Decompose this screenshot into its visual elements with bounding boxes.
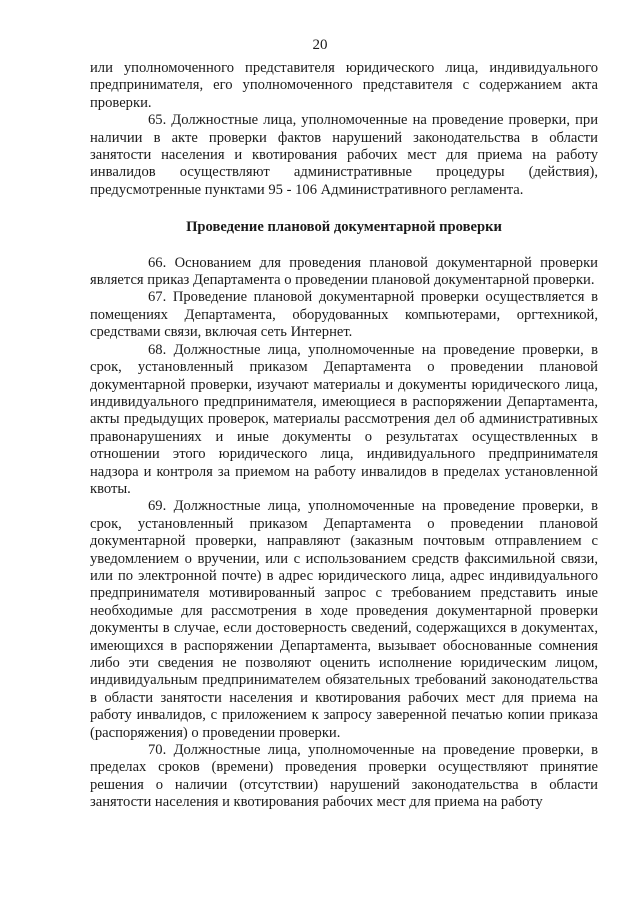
paragraphs-after-section	[90, 255, 598, 812]
paragraph: 65. Должностные лица, уполномоченные на проведение проверки, при наличии в акте проверки фактов нарушений законодательства в области занятости населения и квотирования рабочих мест для приема на работу инвалидов осуществляют административные процедуры (действия), предусмотренные пунктами 95 - 106 Административного регламента.	[90, 112, 598, 198]
paragraph: или уполномоченного представителя юридического лица, индивидуального предпринимателя, его уполномоченного представителя с содержанием акта проверки.	[90, 60, 598, 111]
paragraph: 67. Проведение плановой документарной проверки осуществляется в помещениях Департамента, оборудованных компьютерами, оргтехникой, средствами связи, включая сеть Интернет.	[90, 289, 598, 341]
section-title: Проведение плановой документарной проверки	[186, 219, 502, 236]
page-number: 20	[312, 37, 328, 53]
paragraph: 69. Должностные лица, уполномоченные на проведение проверки, в срок, установленный приказом Департамента о проведении плановой документарной проверки, направляют (заказным почтовым отправлением с уведомлением о вручении, или с использованием средств факсимильной связи, или по электронной почте) в адрес юридического лица, адрес индивидуального предпринимателя мотивированный запрос с требованием представить иные необходимые для рассмотрения в ходе проведения документарной проверки документы в случае, если достоверность сведений, содержащихся в документах, имеющихся в распоряжении Департамента, вызывает обоснованные сомнения либо эти сведения не позволяют оценить исполнение юридическим лицом, индивидуальным предпринимателем обязательных требований законодательства в области занятости населения и квотирования рабочих мест для приема на работу инвалидов, с приложением к запросу заверенной печатью копии приказа (распоряжения) о проведении проверки.	[90, 498, 598, 741]
paragraph: 70. Должностные лица, уполномоченные на проведение проверки, в пределах сроков (времени) проведения проверки осуществляют принятие решения о наличии (отсутствии) нарушений законодательства в области занятости населения и квотирования рабочих мест для приема на работу	[90, 742, 598, 811]
paragraph: 66. Основанием для проведения плановой документарной проверки является приказ Департамента о проведении плановой документарной проверки.	[90, 254, 598, 289]
paragraph: 68. Должностные лица, уполномоченные на проведение проверки, в срок, установленный приказом Департамента о проведении плановой документарной проверки, изучают материалы и документы юридического лица, индивидуального предпринимателя, имеющиеся в распоряжении Департамента, акты предыдущих проверок, материалы рассмотрения дел об административных правонарушениях и иные документы о результатах осуществленных в отношении этого юридического лица, индивидуального предпринимателя надзора и контроля за приемом на работу инвалидов в пределах установленной квоты.	[90, 341, 598, 497]
document-body	[90, 60, 598, 812]
paragraphs-before-section	[90, 60, 598, 199]
